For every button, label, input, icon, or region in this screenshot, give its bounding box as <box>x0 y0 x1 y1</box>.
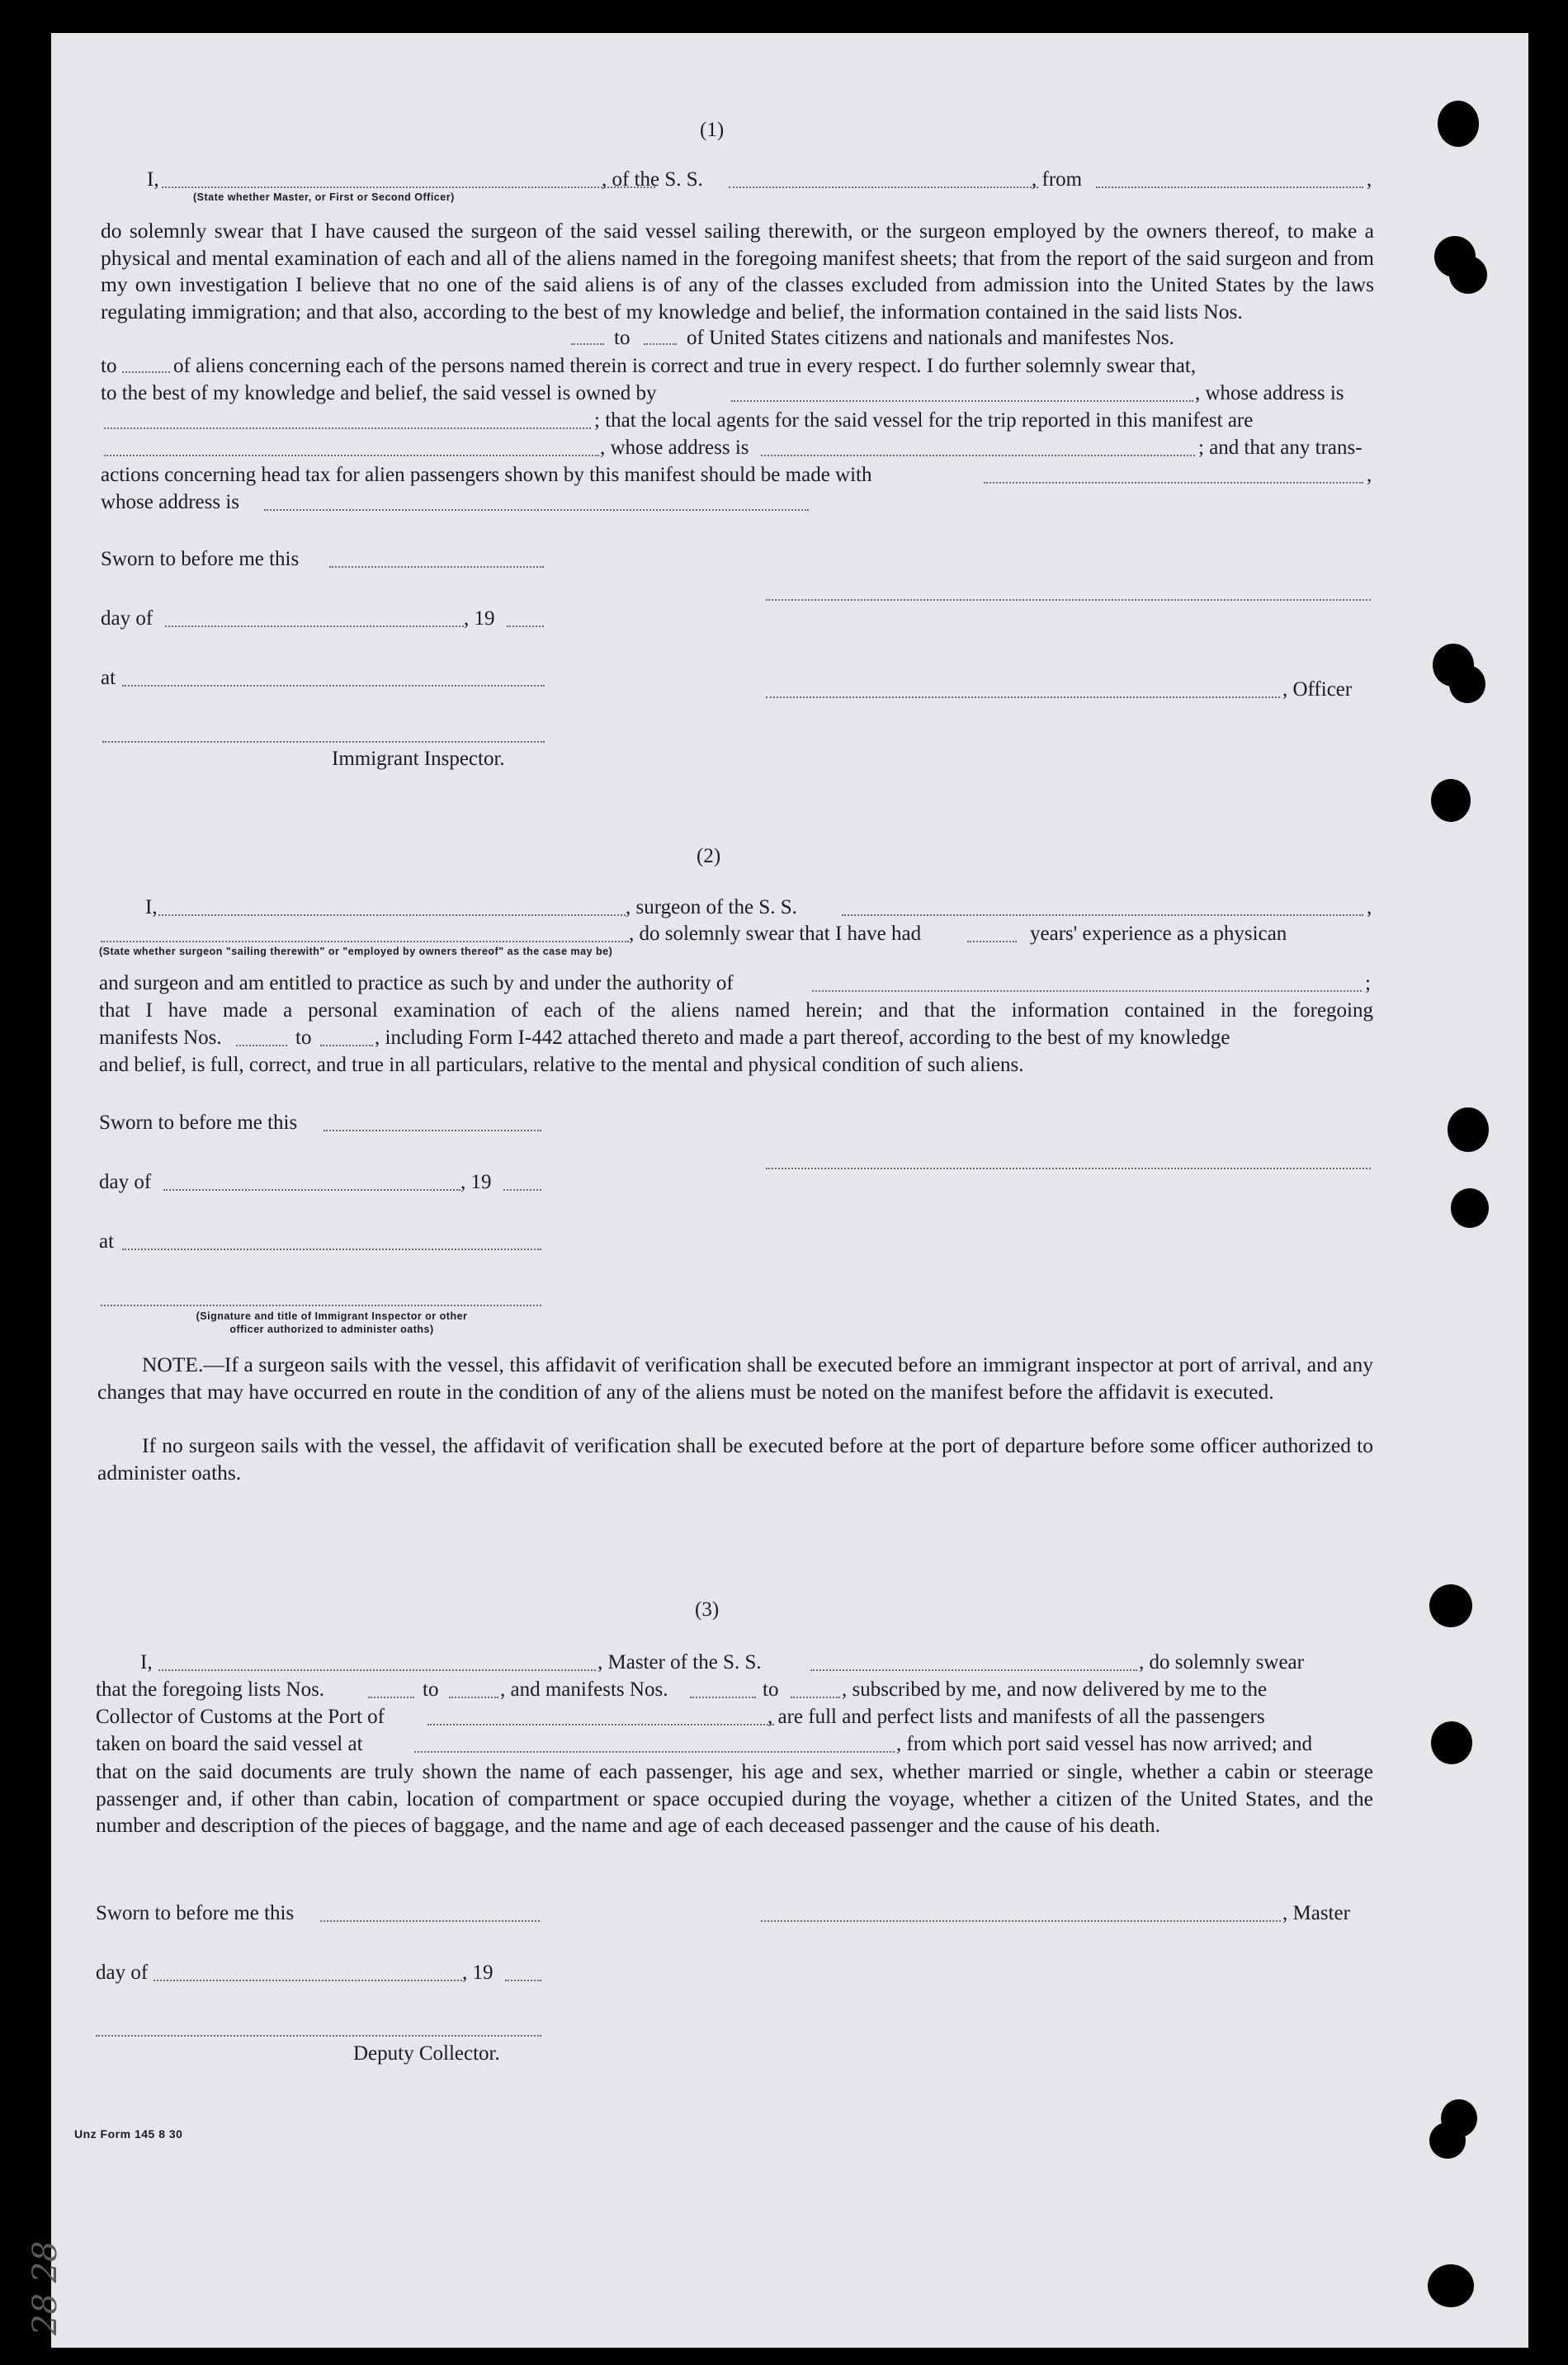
binder-hole <box>1449 256 1487 294</box>
month-field-1[interactable] <box>165 625 464 627</box>
aliens-statement: of aliens concerning each of the persons named therein is correct and true in every respect. I do further solemnly swear that, <box>173 355 1197 377</box>
manifests-from-field-3[interactable] <box>690 1697 756 1698</box>
authority-field[interactable] <box>812 990 1362 992</box>
form-number: Unz Form 145 8 30 <box>74 2127 183 2141</box>
manifests-to-label-3: to <box>763 1678 779 1701</box>
year-field-2[interactable] <box>503 1189 541 1191</box>
lists-to-label: to <box>423 1678 439 1701</box>
sworn-date-field-1[interactable] <box>329 566 544 568</box>
year-label-2: , 19 <box>460 1171 492 1193</box>
deputy-collector-label: Deputy Collector. <box>353 2042 500 2065</box>
surgeon-of-label: , surgeon of the S. S. <box>626 896 797 918</box>
manifests-to-field[interactable] <box>320 1045 373 1046</box>
surgeon-signature-field[interactable] <box>766 1168 1371 1169</box>
from-which-port-text: , from which port said vessel has now arrived; and <box>896 1733 1313 1755</box>
years-experience-text: years' experience as a physican <box>1030 923 1287 945</box>
deputy-signature-field[interactable] <box>96 2035 541 2037</box>
citizen-lists-text: of United States citizens and nationals and manifestes Nos. <box>687 327 1174 349</box>
binder-hole <box>1449 665 1485 703</box>
authority-text: and surgeon and am entitled to practice as such by and under the authority of <box>99 972 734 994</box>
binder-hole <box>1431 1721 1472 1764</box>
owner-address-field[interactable] <box>104 427 591 429</box>
sworn-label-1: Sworn to before me this <box>101 548 300 570</box>
binder-hole <box>1431 779 1471 822</box>
officer-signature-field[interactable] <box>766 696 1280 698</box>
year-field-3[interactable] <box>505 1980 541 1981</box>
sworn-label-3: Sworn to before me this <box>96 1902 295 1924</box>
master-label: , Master <box>1282 1902 1350 1924</box>
signature-note-line-2: officer authorized to administer oaths) <box>229 1324 434 1335</box>
section-3-number: (3) <box>695 1598 720 1621</box>
section-1-paragraph: do solemnly swear that I have caused the surgeon of the said vessel sailing therewith, or the surgeon employed by the owners thereof, to make a physical and mental examination of each and all of the aliens named in the foregoing manifest sheets; that from the report of the said surgeon and from my own investigation I believe that no one of the said aliens is of any of the classes excluded from admission into the United States by the laws regulating immigration; and that also, according to the best of my knowledge and belief, the information contained in the said lists Nos. <box>101 219 1374 323</box>
sworn-label-2: Sworn to before me this <box>99 1112 298 1134</box>
lists-to-field[interactable] <box>449 1697 498 1698</box>
month-field-2[interactable] <box>163 1189 460 1191</box>
section-1-number: (1) <box>700 119 725 141</box>
from-comma: , <box>1367 168 1372 191</box>
day-of-label-3: day of <box>96 1961 149 1984</box>
section-3-paragraph: that on the said documents are truly shown the name of each passenger, his age and sex, whether married or single, whether a cabin or steerage passenger and, if other than cabin, location of compartment or space occupied during the voyage, whether a citizen of the United States, and the number and description of the pieces of baggage, and the name and age of each deceased passenger and the cause of his death. <box>96 1759 1373 1837</box>
surgeon-type-field[interactable] <box>101 941 629 942</box>
collector-port-field[interactable] <box>427 1724 774 1725</box>
lists-from-field[interactable] <box>368 1697 414 1698</box>
binder-hole <box>1438 101 1479 147</box>
year-label-1: , 19 <box>464 607 495 630</box>
ship-name-field[interactable] <box>729 186 1038 188</box>
owned-by-text: to the best of my knowledge and belief, the said vessel is owned by <box>101 382 657 404</box>
citizen-lists-from-field[interactable] <box>571 343 604 345</box>
head-tax-address-label: whose address is <box>101 491 240 513</box>
transactions-label: ; and that any trans- <box>1198 437 1363 459</box>
master-swear-label: , do solemnly swear <box>1139 1651 1304 1673</box>
owner-address-label: , whose address is <box>1195 382 1344 404</box>
month-field-3[interactable] <box>153 1980 462 1981</box>
full-lists-text: , are full and perfect lists and manifests of all the passengers <box>767 1706 1265 1728</box>
year-label-3: , 19 <box>462 1961 494 1984</box>
place-field-2[interactable] <box>122 1249 541 1250</box>
master-signature-field[interactable] <box>761 1920 1281 1922</box>
including-form-text: , including Form I-442 attached thereto and made a part thereof, according to the best of my knowledge <box>375 1027 1230 1049</box>
master-i-label: I, <box>140 1651 153 1673</box>
owner-field[interactable] <box>731 400 1193 402</box>
no-surgeon-note-paragraph: If no surgeon sails with the vessel, the affidavit of verification shall be executed before at the port of departure before some officer authorized to administer oaths. <box>97 1433 1373 1485</box>
master-of-label: , Master of the S. S. <box>597 1651 762 1673</box>
subscribed-text: , subscribed by me, and now delivered by me to the <box>842 1678 1268 1701</box>
binder-hole <box>1429 1584 1472 1627</box>
manifests-nos-label: manifests Nos. <box>99 1027 222 1049</box>
years-experience-field[interactable] <box>967 941 1017 942</box>
authority-semicolon: ; <box>1365 972 1371 994</box>
agents-address-field[interactable] <box>761 455 1195 456</box>
sworn-date-field-3[interactable] <box>320 1920 540 1922</box>
surgeon-ship-field[interactable] <box>842 914 1363 916</box>
head-tax-field[interactable] <box>984 482 1363 484</box>
officer-i-label: I, <box>147 168 159 191</box>
officer-name-field[interactable] <box>162 186 655 188</box>
collector-label: Collector of Customs at the Port of <box>96 1706 385 1728</box>
pencil-note: 28 28 <box>26 2240 64 2335</box>
surgeon-swear-text: , do solemnly swear that I have had <box>629 923 922 945</box>
agents-address-label: , whose address is <box>600 437 749 459</box>
binder-hole <box>1429 2122 1466 2159</box>
day-of-label-2: day of <box>99 1171 152 1193</box>
binder-hole <box>1451 1188 1489 1228</box>
surgeon-i-label: I, <box>145 896 158 918</box>
signature-note-line-1: (Signature and title of Immigrant Inspector or other <box>196 1310 468 1322</box>
place-field-1[interactable] <box>122 685 545 687</box>
head-tax-address-field[interactable] <box>264 509 809 511</box>
surgeon-name-field[interactable] <box>158 914 626 916</box>
surgeon-note-paragraph: NOTE.—If a surgeon sails with the vessel, this affidavit of verification shall be executed before an immigrant inspector at port of arrival, and any changes that may have occurred en route in the condition of any of the aliens must be noted on the manifest before the affidavit is executed. <box>97 1352 1373 1404</box>
immigrant-inspector-label: Immigrant Inspector. <box>332 748 505 770</box>
taken-on-board-label: taken on board the said vessel at <box>96 1733 363 1755</box>
binder-hole <box>1428 2264 1474 2307</box>
of-the-ss-label: , of the S. S. <box>602 168 703 191</box>
manifests-to-field-3[interactable] <box>791 1697 840 1698</box>
local-agents-field[interactable] <box>104 455 599 456</box>
master-name-field[interactable] <box>158 1669 596 1671</box>
inspector-signature-field[interactable] <box>102 741 545 743</box>
head-tax-text: actions concerning head tax for alien passengers shown by this manifest should be made with <box>101 464 872 486</box>
examination-text: that I have made a personal examination of each of the aliens named herein; and that the information contained in the foregoing <box>99 999 1373 1022</box>
year-field-1[interactable] <box>507 625 544 627</box>
binder-hole <box>1448 1107 1489 1152</box>
belief-text: and belief, is full, correct, and true in all particulars, relative to the mental and physical condition of such aliens. <box>99 1054 1024 1076</box>
manifests-to-label: to <box>295 1027 312 1049</box>
and-manifests-label: , and manifests Nos. <box>500 1678 668 1701</box>
surgeon-type-note: (State whether surgeon "sailing therewith" or "employed by owners thereof" as the case may be) <box>99 946 613 957</box>
officer-label: , Officer <box>1282 678 1353 701</box>
surgeon-ship-comma: , <box>1367 896 1372 918</box>
officer-type-note: (State whether Master, or First or Second Officer) <box>193 191 455 203</box>
departure-port-field[interactable] <box>1096 186 1363 188</box>
alien-manifests-to-label: to <box>101 355 117 377</box>
form-page <box>26 33 1528 2348</box>
at-label-2: at <box>99 1230 115 1253</box>
from-label: , from <box>1032 168 1083 191</box>
local-agents-text: ; that the local agents for the said vessel for the trip reported in this manifest are <box>594 409 1254 432</box>
sworn-date-field-2[interactable] <box>324 1130 541 1131</box>
day-of-label-1: day of <box>101 607 153 630</box>
officer-signature-field-upper[interactable] <box>766 599 1371 601</box>
inspector-signature-field-2[interactable] <box>101 1305 541 1306</box>
head-tax-comma: , <box>1367 464 1372 486</box>
manifests-from-field[interactable] <box>236 1045 287 1046</box>
citizen-lists-to-label: to <box>614 327 631 349</box>
lists-nos-label: that the foregoing lists Nos. <box>96 1678 325 1701</box>
alien-manifests-from-field[interactable] <box>122 371 170 373</box>
embarkation-port-field[interactable] <box>414 1751 895 1753</box>
at-label-1: at <box>101 667 116 689</box>
citizen-lists-to-field[interactable] <box>644 343 677 345</box>
section-2-number: (2) <box>697 845 721 867</box>
master-ship-field[interactable] <box>810 1669 1137 1671</box>
